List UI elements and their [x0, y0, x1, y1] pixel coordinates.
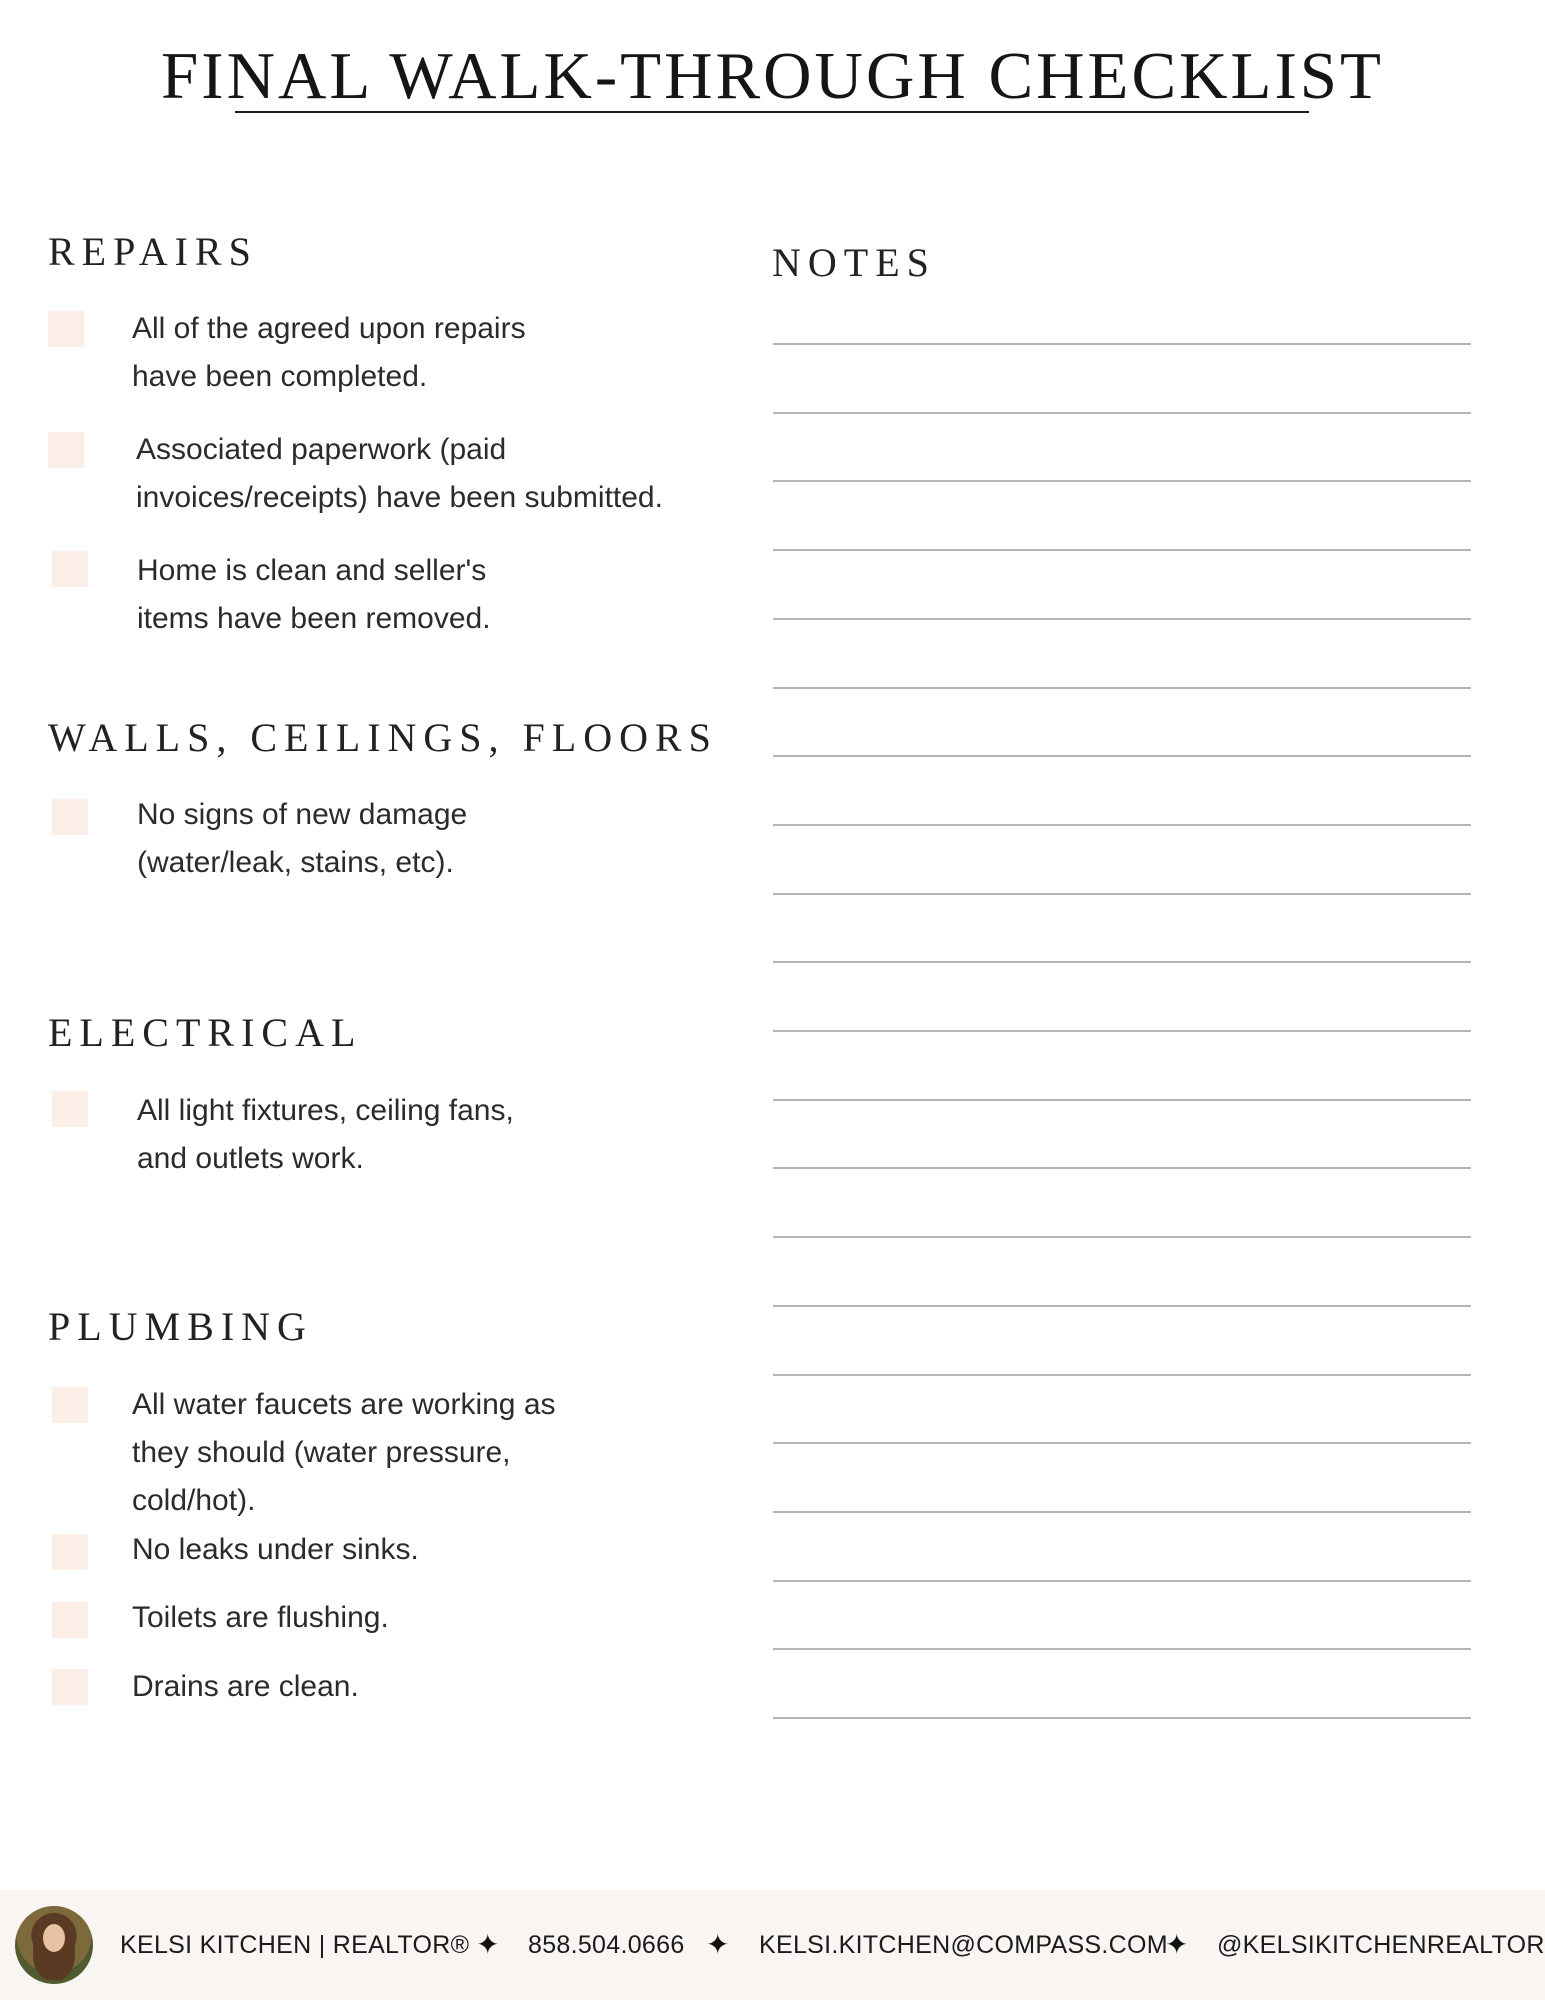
- checklist-item-text: Home is clean and seller's items have been removed.: [137, 554, 491, 635]
- checkbox[interactable]: [52, 1091, 88, 1127]
- footer-name: KELSI KITCHEN | REALTOR®: [120, 1931, 470, 1959]
- checkbox[interactable]: [52, 1387, 88, 1423]
- avatar: [15, 1906, 93, 1984]
- note-line: [773, 961, 1471, 963]
- note-line: [773, 1236, 1471, 1238]
- checklist-item-text: Drains are clean.: [132, 1670, 359, 1703]
- section-heading-walls: WALLS, CEILINGS, FLOORS: [48, 715, 718, 760]
- note-line: [773, 1099, 1471, 1101]
- checkbox[interactable]: [52, 1669, 88, 1705]
- note-line: [773, 1580, 1471, 1582]
- checklist-item-text: Toilets are flushing.: [132, 1601, 389, 1634]
- note-line: [773, 549, 1471, 551]
- checkbox[interactable]: [48, 311, 84, 347]
- checklist-item-text: All of the agreed upon repairs have been completed.: [132, 312, 526, 393]
- footer-phone[interactable]: 858.504.0666: [528, 1931, 685, 1959]
- footer-email[interactable]: KELSI.KITCHEN@COMPASS.COM: [759, 1931, 1168, 1959]
- page-title: FINAL WALK-THROUGH CHECKLIST: [161, 39, 1384, 113]
- checkbox[interactable]: [52, 799, 88, 835]
- note-line: [773, 343, 1471, 345]
- checklist-item-text: All water faucets are working as they should (water pressure, cold/hot).: [132, 1388, 556, 1517]
- avatar-face: [43, 1924, 65, 1952]
- note-line: [773, 755, 1471, 757]
- note-line: [773, 1511, 1471, 1513]
- note-line: [773, 1648, 1471, 1650]
- footer: [0, 1890, 1545, 2000]
- note-line: [773, 824, 1471, 826]
- section-heading-repairs: REPAIRS: [48, 229, 258, 274]
- note-line: [773, 893, 1471, 895]
- note-line: [773, 480, 1471, 482]
- note-line: [773, 1305, 1471, 1307]
- note-line: [773, 1442, 1471, 1444]
- note-line: [773, 1717, 1471, 1719]
- sparkle-icon: ✦: [1165, 1929, 1189, 1960]
- section-heading-plumbing: PLUMBING: [48, 1304, 313, 1349]
- sparkle-icon: ✦: [476, 1929, 500, 1960]
- note-line: [773, 1030, 1471, 1032]
- checklist-item-text: Associated paperwork (paid invoices/receipts) have been submitted.: [136, 433, 663, 514]
- section-heading-electrical: ELECTRICAL: [48, 1010, 363, 1055]
- checkbox[interactable]: [52, 1534, 88, 1570]
- sparkle-icon: ✦: [706, 1929, 730, 1960]
- notes-heading: NOTES: [772, 240, 936, 285]
- checklist-item-text: All light fixtures, ceiling fans, and outlets work.: [137, 1094, 514, 1175]
- checkbox[interactable]: [52, 1602, 88, 1638]
- checkbox[interactable]: [48, 432, 84, 468]
- note-line: [773, 687, 1471, 689]
- checkbox[interactable]: [52, 551, 88, 587]
- note-line: [773, 412, 1471, 414]
- note-line: [773, 618, 1471, 620]
- checklist-item-text: No signs of new damage (water/leak, stains, etc).: [137, 798, 468, 879]
- checklist-item-text: No leaks under sinks.: [132, 1533, 419, 1566]
- title-underline: [235, 111, 1309, 113]
- note-line: [773, 1167, 1471, 1169]
- footer-social[interactable]: @KELSIKITCHENREALTOR: [1217, 1931, 1545, 1959]
- note-line: [773, 1374, 1471, 1376]
